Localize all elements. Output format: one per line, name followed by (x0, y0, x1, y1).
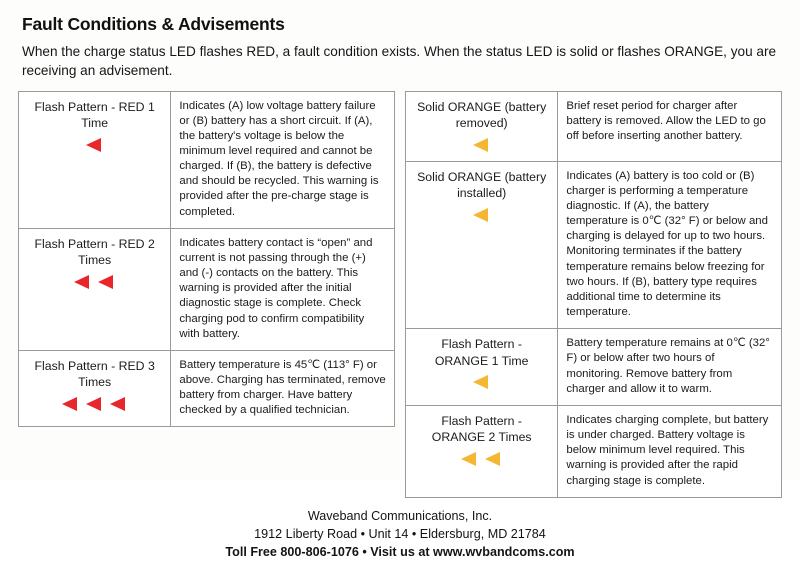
intro-paragraph: When the charge status LED flashes RED, a fault condition exists. When the status LED is solid or flashes ORANGE, you are receiving an advisement. (22, 44, 777, 78)
advisement-label-cell (406, 329, 558, 406)
advisement-label: Flash Pattern - ORANGE 2 Times (431, 413, 532, 445)
triangle-icon (473, 375, 490, 390)
fault-label-cell (19, 228, 171, 350)
fault-description: Indicates (A) low voltage battery failure or (B) battery has a short circuit. If (A), the battery's voltage is below the minimum level required and cannot be charged. If (B), the battery is defective and should be recycled. This warning is provided after the pre-charge stage is completed. (171, 91, 395, 228)
red-2-indicator (27, 275, 162, 290)
tables-container (18, 91, 782, 498)
footer-contact (18, 543, 782, 561)
triangle-icon (485, 452, 502, 467)
fault-description: Battery temperature is 45℃ (113° F) or above. Charging has terminated, remove battery from charger. Have battery checked by a qualified technician. (171, 350, 395, 427)
fault-label: Flash Pattern - RED 2 Times (34, 236, 155, 268)
table-row (406, 329, 782, 406)
advisement-label: Solid ORANGE (battery removed) (417, 99, 547, 131)
triangle-icon (86, 138, 103, 153)
advisement-label: Solid ORANGE (battery installed) (417, 169, 547, 201)
advisement-label-cell (406, 161, 558, 329)
table-row (406, 91, 782, 161)
orange-2-indicator (414, 452, 549, 467)
advisement-label: Flash Pattern - ORANGE 1 Time (434, 337, 529, 368)
table-row (19, 228, 395, 350)
advisement-label-cell (406, 405, 558, 497)
triangle-icon (74, 275, 91, 290)
triangle-icon (473, 138, 490, 153)
footer-website: www.wvbandcoms.com (433, 545, 575, 560)
fault-label: Flash Pattern - RED 1 Time (34, 99, 155, 131)
fault-label: Flash Pattern - RED 3 Times (34, 358, 155, 390)
triangle-icon (86, 397, 103, 412)
advisement-description: Indicates charging complete, but battery is under charged. Battery voltage is below minimum level required. This warning is provided after the rapid charging stage is complete. (558, 405, 782, 497)
table-row (19, 350, 395, 427)
triangle-icon (98, 275, 115, 290)
orange-solid-indicator (414, 138, 549, 153)
footer-address: 1912 Liberty Road • Unit 14 • Eldersburg, MD 21784 (254, 526, 546, 541)
fault-label-cell (19, 91, 171, 228)
triangle-icon (110, 397, 127, 412)
advisement-description: Brief reset period for charger after battery is removed. Allow the LED to go off before inserting another battery. (558, 91, 782, 161)
red-3-indicator (27, 397, 162, 412)
advisement-description: Indicates (A) battery is too cold or (B) charger is performing a temperature diagnostic. If (A), the battery temperature is 0℃ (32° F) or below and charging is delayed for up to two hours. Monitoring terminates if the battery temperature remains below freezing for two hours. If (B), battery type requires additional time to determine its temperature. (558, 161, 782, 329)
orange-solid-indicator (414, 208, 549, 223)
page-title: Fault Conditions & Advisements (22, 14, 285, 34)
table-row (19, 91, 395, 228)
orange-1-indicator (414, 375, 549, 390)
triangle-icon (62, 397, 79, 412)
advisement-label-cell (406, 91, 558, 161)
left-column (18, 91, 395, 428)
table-row (406, 161, 782, 329)
footer-company: Waveband Communications, Inc. (307, 508, 493, 523)
red-fault-table (18, 91, 395, 428)
advisement-description: Battery temperature remains at 0℃ (32° F) or below after two hours of monitoring. Remove battery from charger and allow it to warm. (558, 329, 782, 406)
orange-advisement-table (405, 91, 782, 498)
red-1-indicator (27, 138, 162, 153)
right-column (405, 91, 782, 498)
footer (18, 507, 782, 561)
fault-label-cell (19, 350, 171, 427)
fault-description: Indicates battery contact is “open” and current is not passing through the (+) and (-) contacts on the battery. This warning is provided after the initial diagnostic stage is complete. Check charging pod to confirm compatibility with battery. (171, 228, 395, 350)
triangle-icon (473, 208, 490, 223)
table-row (406, 405, 782, 497)
triangle-icon (461, 452, 478, 467)
footer-contact-prefix: Toll Free 800-806-1076 • Visit us at (225, 545, 434, 560)
